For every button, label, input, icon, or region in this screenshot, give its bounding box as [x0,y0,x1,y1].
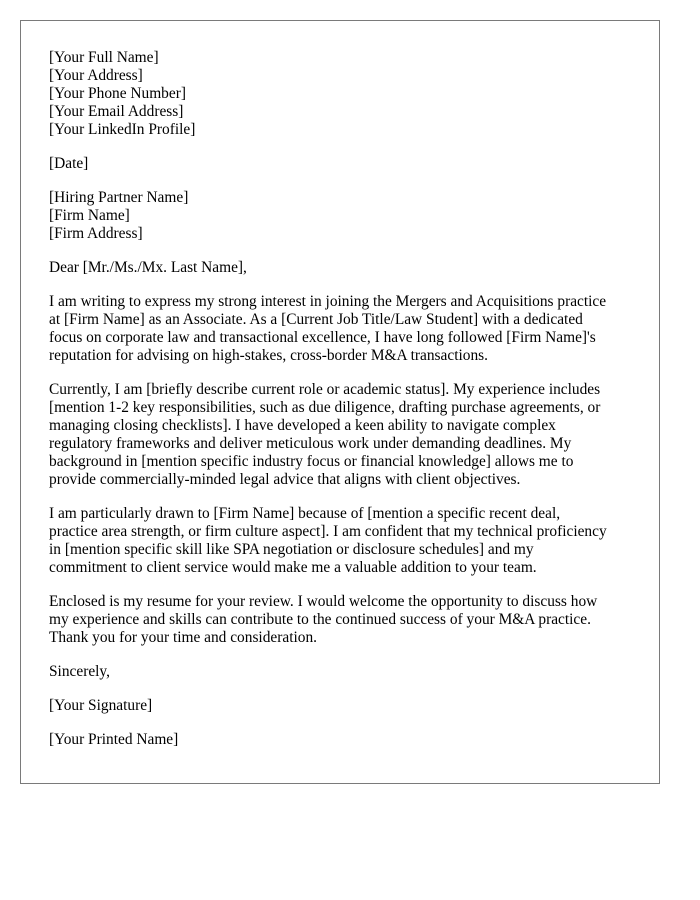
paragraph-line: [mention 1-2 key responsibilities, such as due diligence, drafting purchase agreements, or [49,399,601,416]
paragraph-line: I am writing to express my strong interest in joining the Mergers and Acquisitions practice [49,293,607,310]
body-paragraph-1 [49,293,639,365]
signature: [Your Signature] [49,697,153,714]
sender-name: [Your Full Name] [49,49,159,66]
paragraph-line: reputation for advising on high-stakes, cross-border M&A transactions. [49,347,488,364]
paragraph-line: managing closing checklists]. I have developed a keen ability to navigate complex [49,417,556,434]
paragraph-line: Currently, I am [briefly describe current role or academic status]. My experience includes [49,381,601,398]
paragraph-line: my experience and skills can contribute to the continued success of your M&A practice. [49,611,591,628]
recipient-name: [Hiring Partner Name] [49,189,189,206]
letter-date: [Date] [49,155,89,172]
body-paragraph-4 [49,593,639,647]
recipient-address: [Firm Address] [49,225,143,242]
sender-address: [Your Address] [49,67,143,84]
closing-block [49,663,639,681]
letter-content [49,49,639,765]
paragraph-line: provide commercially-minded legal advice that aligns with client objectives. [49,471,521,488]
sender-linkedin: [Your LinkedIn Profile] [49,121,196,138]
sender-email: [Your Email Address] [49,103,184,120]
signature-block [49,697,639,715]
paragraph-line: regulatory frameworks and deliver meticulous work under demanding deadlines. My [49,435,572,452]
printed-name: [Your Printed Name] [49,731,179,748]
salutation: Dear [Mr./Ms./Mx. Last Name], [49,259,247,276]
date-block [49,155,639,173]
paragraph-line: Thank you for your time and consideration. [49,629,317,646]
body-paragraph-2 [49,381,639,489]
paragraph-line: background in [mention specific industry focus or financial knowledge] allows me to [49,453,574,470]
recipient-firm: [Firm Name] [49,207,130,224]
letter-page [20,20,660,784]
paragraph-line: I am particularly drawn to [Firm Name] because of [mention a specific recent deal, [49,505,561,522]
paragraph-line: at [Firm Name] as an Associate. As a [Current Job Title/Law Student] with a dedicated [49,311,583,328]
salutation-block [49,259,639,277]
sender-phone: [Your Phone Number] [49,85,186,102]
paragraph-line: Enclosed is my resume for your review. I would welcome the opportunity to discuss how [49,593,598,610]
printed-name-block [49,731,639,749]
recipient-block [49,189,639,243]
closing: Sincerely, [49,663,110,680]
body-paragraph-3 [49,505,639,577]
sender-block [49,49,639,139]
paragraph-line: commitment to client service would make me a valuable addition to your team. [49,559,537,576]
paragraph-line: practice area strength, or firm culture aspect]. I am confident that my technical proficiency [49,523,607,540]
paragraph-line: in [mention specific skill like SPA negotiation or disclosure schedules] and my [49,541,534,558]
paragraph-line: focus on corporate law and transactional excellence, I have long followed [Firm Name]'s [49,329,596,346]
